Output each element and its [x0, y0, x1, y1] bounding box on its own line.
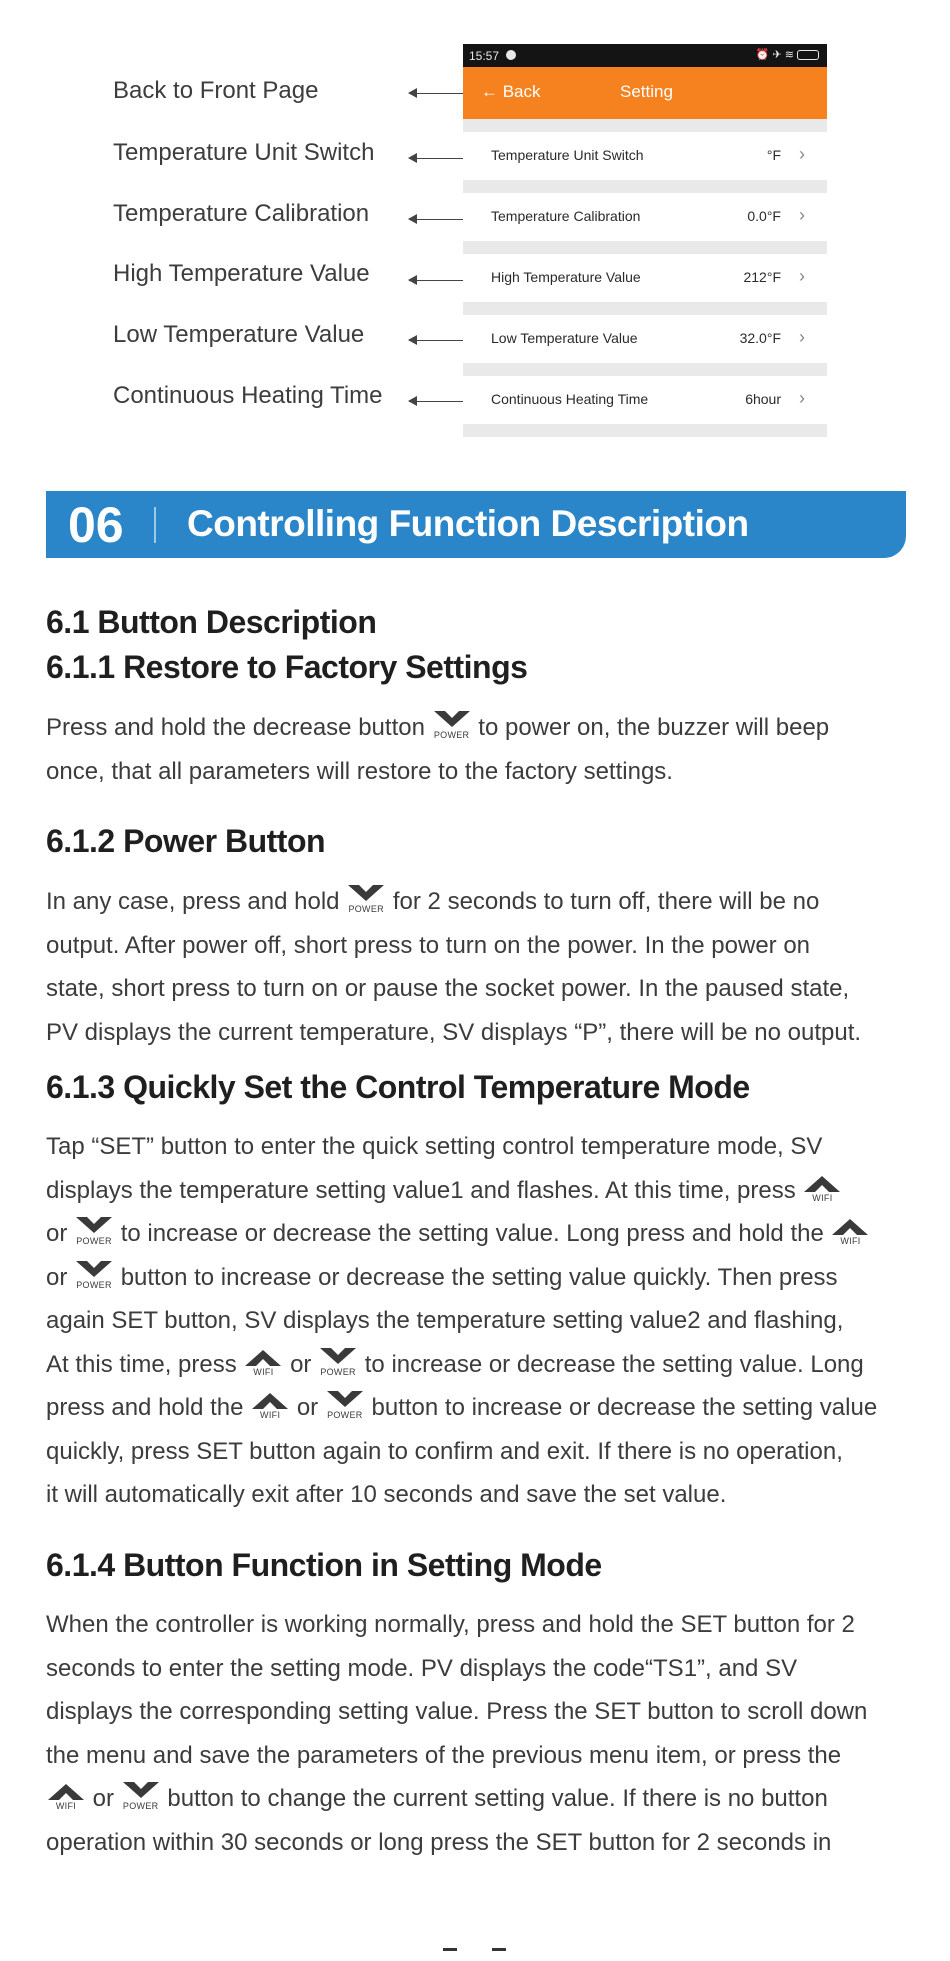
text-span: button to increase or decrease the setting value quickly. Then press	[120, 1263, 838, 1291]
text-line	[46, 1343, 936, 1387]
heading-6-1-1: 6.1.1 Restore to Factory Settings	[46, 649, 528, 685]
setting-row-high-temperature[interactable]	[463, 254, 827, 302]
text-line: the menu and save the parameters of the previous menu item, or press the	[46, 1741, 842, 1769]
text-line	[46, 1169, 936, 1213]
text-span: to increase or decrease the setting value. Long press and hold the	[120, 1220, 824, 1247]
setting-row-label: Temperature Unit Switch	[491, 147, 644, 163]
row-divider	[463, 119, 827, 132]
text-span: for 2 seconds to turn off, there will be no	[392, 888, 820, 915]
setting-row-label: Temperature Calibration	[491, 208, 641, 224]
callout-back-to-front-page: Back to Front Page	[113, 77, 319, 104]
text-line: state, short press to turn on or pause the socket power. In the paused state,	[46, 975, 850, 1002]
text-line: again SET button, SV displays the temperature setting value2 and flashing,	[46, 1307, 844, 1334]
power-down-icon: POWER	[326, 1391, 364, 1421]
section-title: Controlling Function Description	[187, 503, 749, 544]
callout-temperature-calibration: Temperature Calibration	[113, 200, 370, 227]
wifi-up-icon: WIFI	[47, 1782, 85, 1812]
text-line	[46, 1212, 936, 1256]
text-span: At this time, press	[46, 1350, 237, 1378]
text-line: seconds to enter the setting mode. PV displays the code“TS1”, and SV	[46, 1654, 798, 1682]
text-span: or	[290, 1350, 312, 1378]
wifi-up-icon: WIFI	[803, 1174, 841, 1204]
chevron-right-icon: ›	[799, 388, 805, 408]
heading-6-1: 6.1 Button Description	[46, 604, 377, 640]
heading-6-1-3: 6.1.3 Quickly Set the Control Temperature Mode	[46, 1069, 750, 1105]
power-down-icon: POWER	[122, 1782, 160, 1812]
callout-temperature-unit-switch: Temperature Unit Switch	[113, 139, 375, 166]
text-line	[46, 880, 936, 924]
text-line: output. After power off, short press to turn on the power. In the power on	[46, 931, 811, 959]
text-line: quickly, press SET button again to confirm and exit. If there is no operation,	[46, 1437, 843, 1465]
row-divider	[463, 363, 827, 376]
paragraph-6-1-4	[46, 1603, 936, 1864]
row-divider	[463, 180, 827, 193]
row-divider	[463, 424, 827, 437]
text-line	[46, 1256, 936, 1300]
setting-row-low-temperature[interactable]	[463, 315, 827, 363]
section-number: 06	[68, 497, 124, 553]
setting-row-label: Low Temperature Value	[491, 330, 638, 346]
text-line: operation within 30 seconds or long press the SET button for 2 seconds in	[46, 1828, 832, 1856]
text-span: button to change the current setting value. If there is no button	[167, 1785, 828, 1812]
setting-row-temperature-unit[interactable]	[463, 132, 827, 180]
text-line	[46, 1777, 936, 1821]
battery-icon	[797, 50, 819, 60]
callout-low-temperature-value: Low Temperature Value	[113, 321, 365, 348]
section-header	[46, 491, 906, 558]
paragraph-6-1-3	[46, 1125, 936, 1517]
power-down-icon: POWER	[347, 885, 385, 915]
page-number-mark	[492, 1948, 506, 1951]
status-time: 15:57	[469, 49, 500, 63]
text-span: press and hold the	[46, 1394, 244, 1421]
setting-row-value: 6hour	[745, 391, 781, 407]
text-line: Tap “SET” button to enter the quick setting control temperature mode, SV	[46, 1133, 823, 1160]
wifi-up-icon: WIFI	[244, 1348, 282, 1378]
wifi-up-icon: WIFI	[831, 1217, 869, 1247]
phone-status-bar	[463, 44, 827, 67]
heading-6-1-2: 6.1.2 Power Button	[46, 823, 326, 859]
setting-row-value: 0.0°F	[747, 208, 781, 224]
back-button[interactable]: ← Back	[481, 82, 541, 101]
power-down-icon: POWER	[75, 1261, 113, 1291]
power-down-icon: POWER	[433, 711, 471, 741]
text-span: or	[92, 1785, 115, 1812]
screen-title: Setting	[620, 82, 673, 101]
chevron-right-icon: ›	[799, 144, 805, 164]
text-span: In any case, press and hold	[46, 888, 340, 915]
text-span: or	[46, 1220, 68, 1247]
text-span: or	[296, 1394, 319, 1421]
setting-row-value: 212°F	[743, 269, 781, 285]
text-line	[46, 706, 936, 750]
phone-settings-screenshot	[463, 44, 827, 438]
setting-row-value: °F	[766, 147, 781, 163]
text-span: Press and hold the decrease button	[46, 714, 425, 741]
setting-row-value: 32.0°F	[739, 330, 781, 346]
paragraph-6-1-2	[46, 880, 936, 1054]
phone-app-bar	[463, 67, 827, 119]
paragraph-6-1-1	[46, 706, 936, 793]
text-line: displays the corresponding setting value. Press the SET button to scroll down	[46, 1698, 868, 1725]
row-divider	[463, 302, 827, 315]
page-number-mark	[443, 1948, 457, 1951]
chevron-right-icon: ›	[799, 205, 805, 225]
power-down-icon: POWER	[319, 1348, 357, 1378]
text-span: displays the temperature setting value1 and flashes. At this time, press	[46, 1176, 796, 1204]
power-down-icon: POWER	[75, 1217, 113, 1247]
text-line: it will automatically exit after 10 seconds and save the set value.	[46, 1481, 727, 1508]
text-line: PV displays the current temperature, SV displays “P”, there will be no output.	[46, 1018, 862, 1046]
text-span: button to increase or decrease the setting value	[371, 1394, 878, 1421]
callout-continuous-heating-time: Continuous Heating Time	[113, 382, 383, 409]
setting-row-label: High Temperature Value	[491, 269, 641, 285]
status-icons: ⏰✈≋	[756, 48, 819, 61]
text-line	[46, 1386, 936, 1430]
row-divider	[463, 241, 827, 254]
callout-high-temperature-value: High Temperature Value	[113, 260, 370, 287]
setting-row-label: Continuous Heating Time	[491, 391, 649, 407]
text-span: to power on, the buzzer will beep	[478, 714, 830, 741]
chevron-right-icon: ›	[799, 327, 805, 347]
heading-6-1-4: 6.1.4 Button Function in Setting Mode	[46, 1547, 602, 1583]
chevron-right-icon: ›	[799, 266, 805, 286]
text-line: When the controller is working normally, press and hold the SET button for 2	[46, 1611, 855, 1638]
wifi-up-icon: WIFI	[251, 1391, 289, 1421]
setting-row-temperature-calibration[interactable]	[463, 193, 827, 241]
text-span: to increase or decrease the setting value. Long	[364, 1350, 864, 1378]
text-line: once, that all parameters will restore to the factory settings.	[46, 757, 673, 785]
section-divider	[154, 507, 156, 543]
notification-icon	[506, 50, 516, 60]
setting-row-continuous-heating[interactable]	[463, 376, 827, 424]
text-span: or	[46, 1263, 68, 1291]
